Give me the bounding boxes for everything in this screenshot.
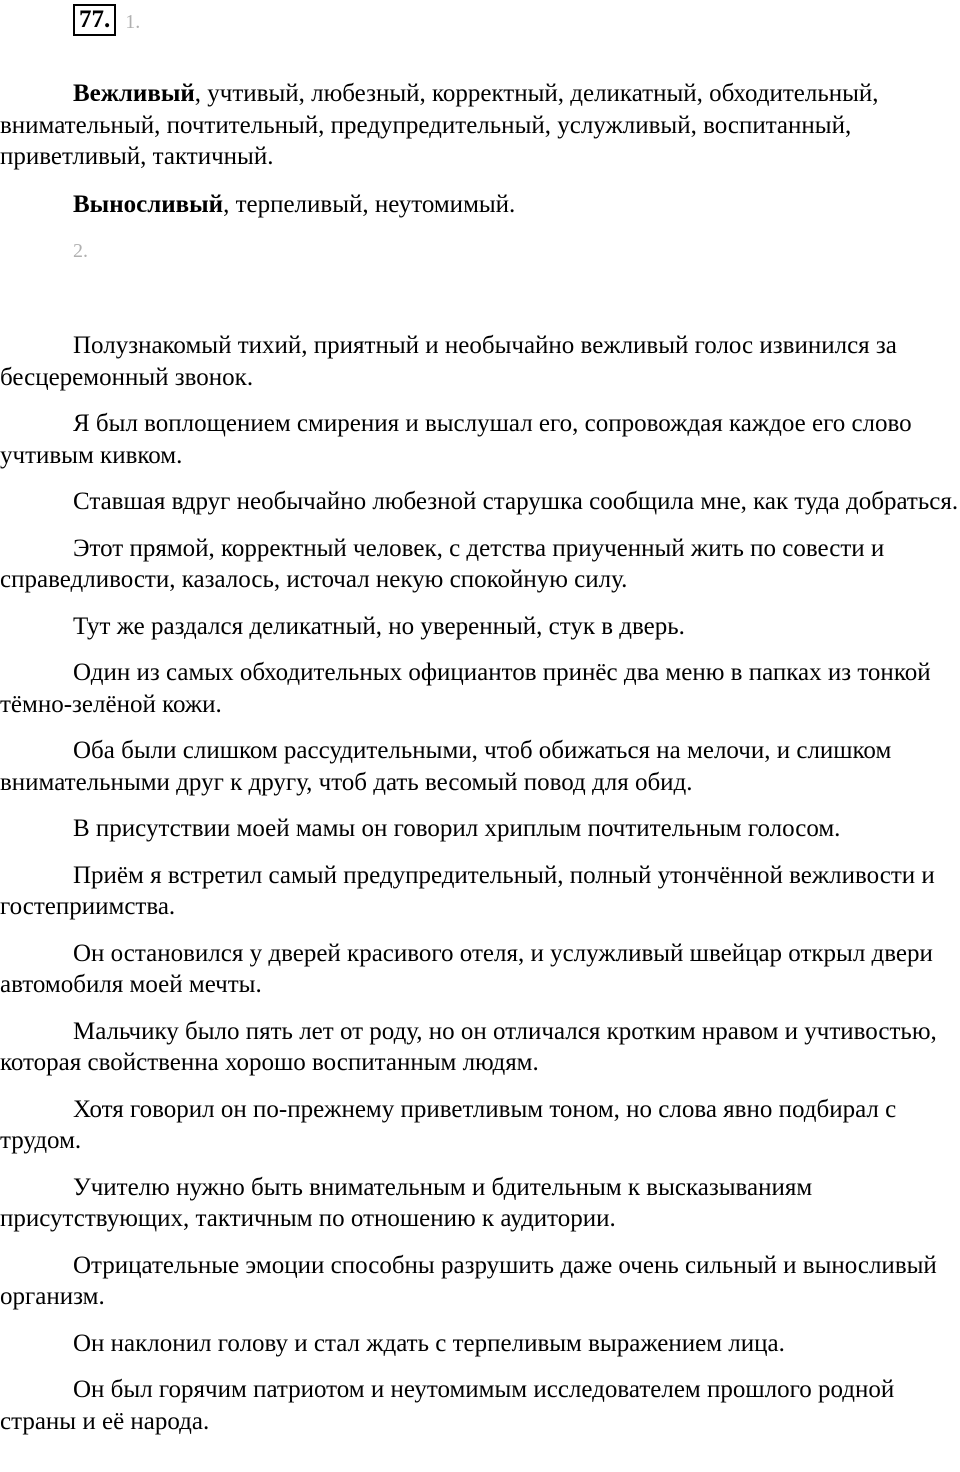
example-sentences [0,330,960,1452]
sentence: Мальчику было пять лет от роду, но он отличался кротким нравом и учтивостью, которая свойственна хорошо воспитанным людям. [0,1017,937,1076]
sentence: Он был горячим патриотом и неутомимым исследователем прошлого родной страны и её народа. [0,1376,895,1435]
synonym-head: Выносливый [73,190,224,218]
synonym-block [0,78,960,220]
sentence: Он остановился у дверей красивого отеля, и услужливый швейцар открыл двери автомобиля моей мечты. [0,939,933,998]
part-1-label: 1. [125,11,141,33]
synonym-head: Вежливый [73,80,195,107]
sentence: Один из самых обходительных официантов принёс два меню в папках из тонкой тёмно-зелёной кожи. [0,659,931,718]
part-2-label: 2. [73,240,88,262]
exercise-header [73,4,140,38]
synonym-list: , терпеливый, неутомимый. [223,190,516,218]
synonym-row-2 [0,189,960,221]
sentence: Учителю нужно быть внимательным и бдительным к высказываниям присутствующих, тактичным по отношению к аудитории. [0,1173,813,1232]
sentence: В присутствии моей мамы он говорил хриплым почтительным голосом. [73,815,841,842]
sentence: Приём я встретил самый предупредительный, полный утончённой вежливости и гостеприимства. [0,861,935,920]
sentence: Тут же раздался деликатный, но уверенный, стук в дверь. [73,612,685,640]
sentence: Полузнакомый тихий, приятный и необычайно вежливый голос извинился за бесцеремонный звонок. [0,332,897,391]
sentence: Оба были слишком рассудительными, чтоб обижаться на мелочи, и слишком внимательными друг к другу, чтоб дать весомый повод для обид. [0,737,892,796]
sentence: Я был воплощением смирения и выслушал его, сопровождая каждое его слово учтивым кивком. [0,410,912,469]
synonym-list: , учтивый, любезный, корректный, деликатный, обходительный, внимательный, почтительный, предупредительный, услужливый, воспитанный, приветливый, тактичный. [0,80,879,170]
sentence: Ставшая вдруг необычайно любезной старушка сообщила мне, как туда добраться. [73,488,959,515]
sentence: Хотя говорил он по-прежнему приветливым тоном, но слова явно подбирал с трудом. [0,1095,897,1154]
sentence: Отрицательные эмоции способны разрушить даже очень сильный и выносливый организм. [0,1251,937,1310]
sentence: Этот прямой, корректный человек, с детства приученный жить по совести и справедливости, казалось, источал некую спокойную силу. [0,534,885,593]
synonym-row-1 [0,78,960,173]
exercise-number: 77. [73,4,116,36]
sentence: Он наклонил голову и стал ждать с терпеливым выражением лица. [73,1329,785,1357]
